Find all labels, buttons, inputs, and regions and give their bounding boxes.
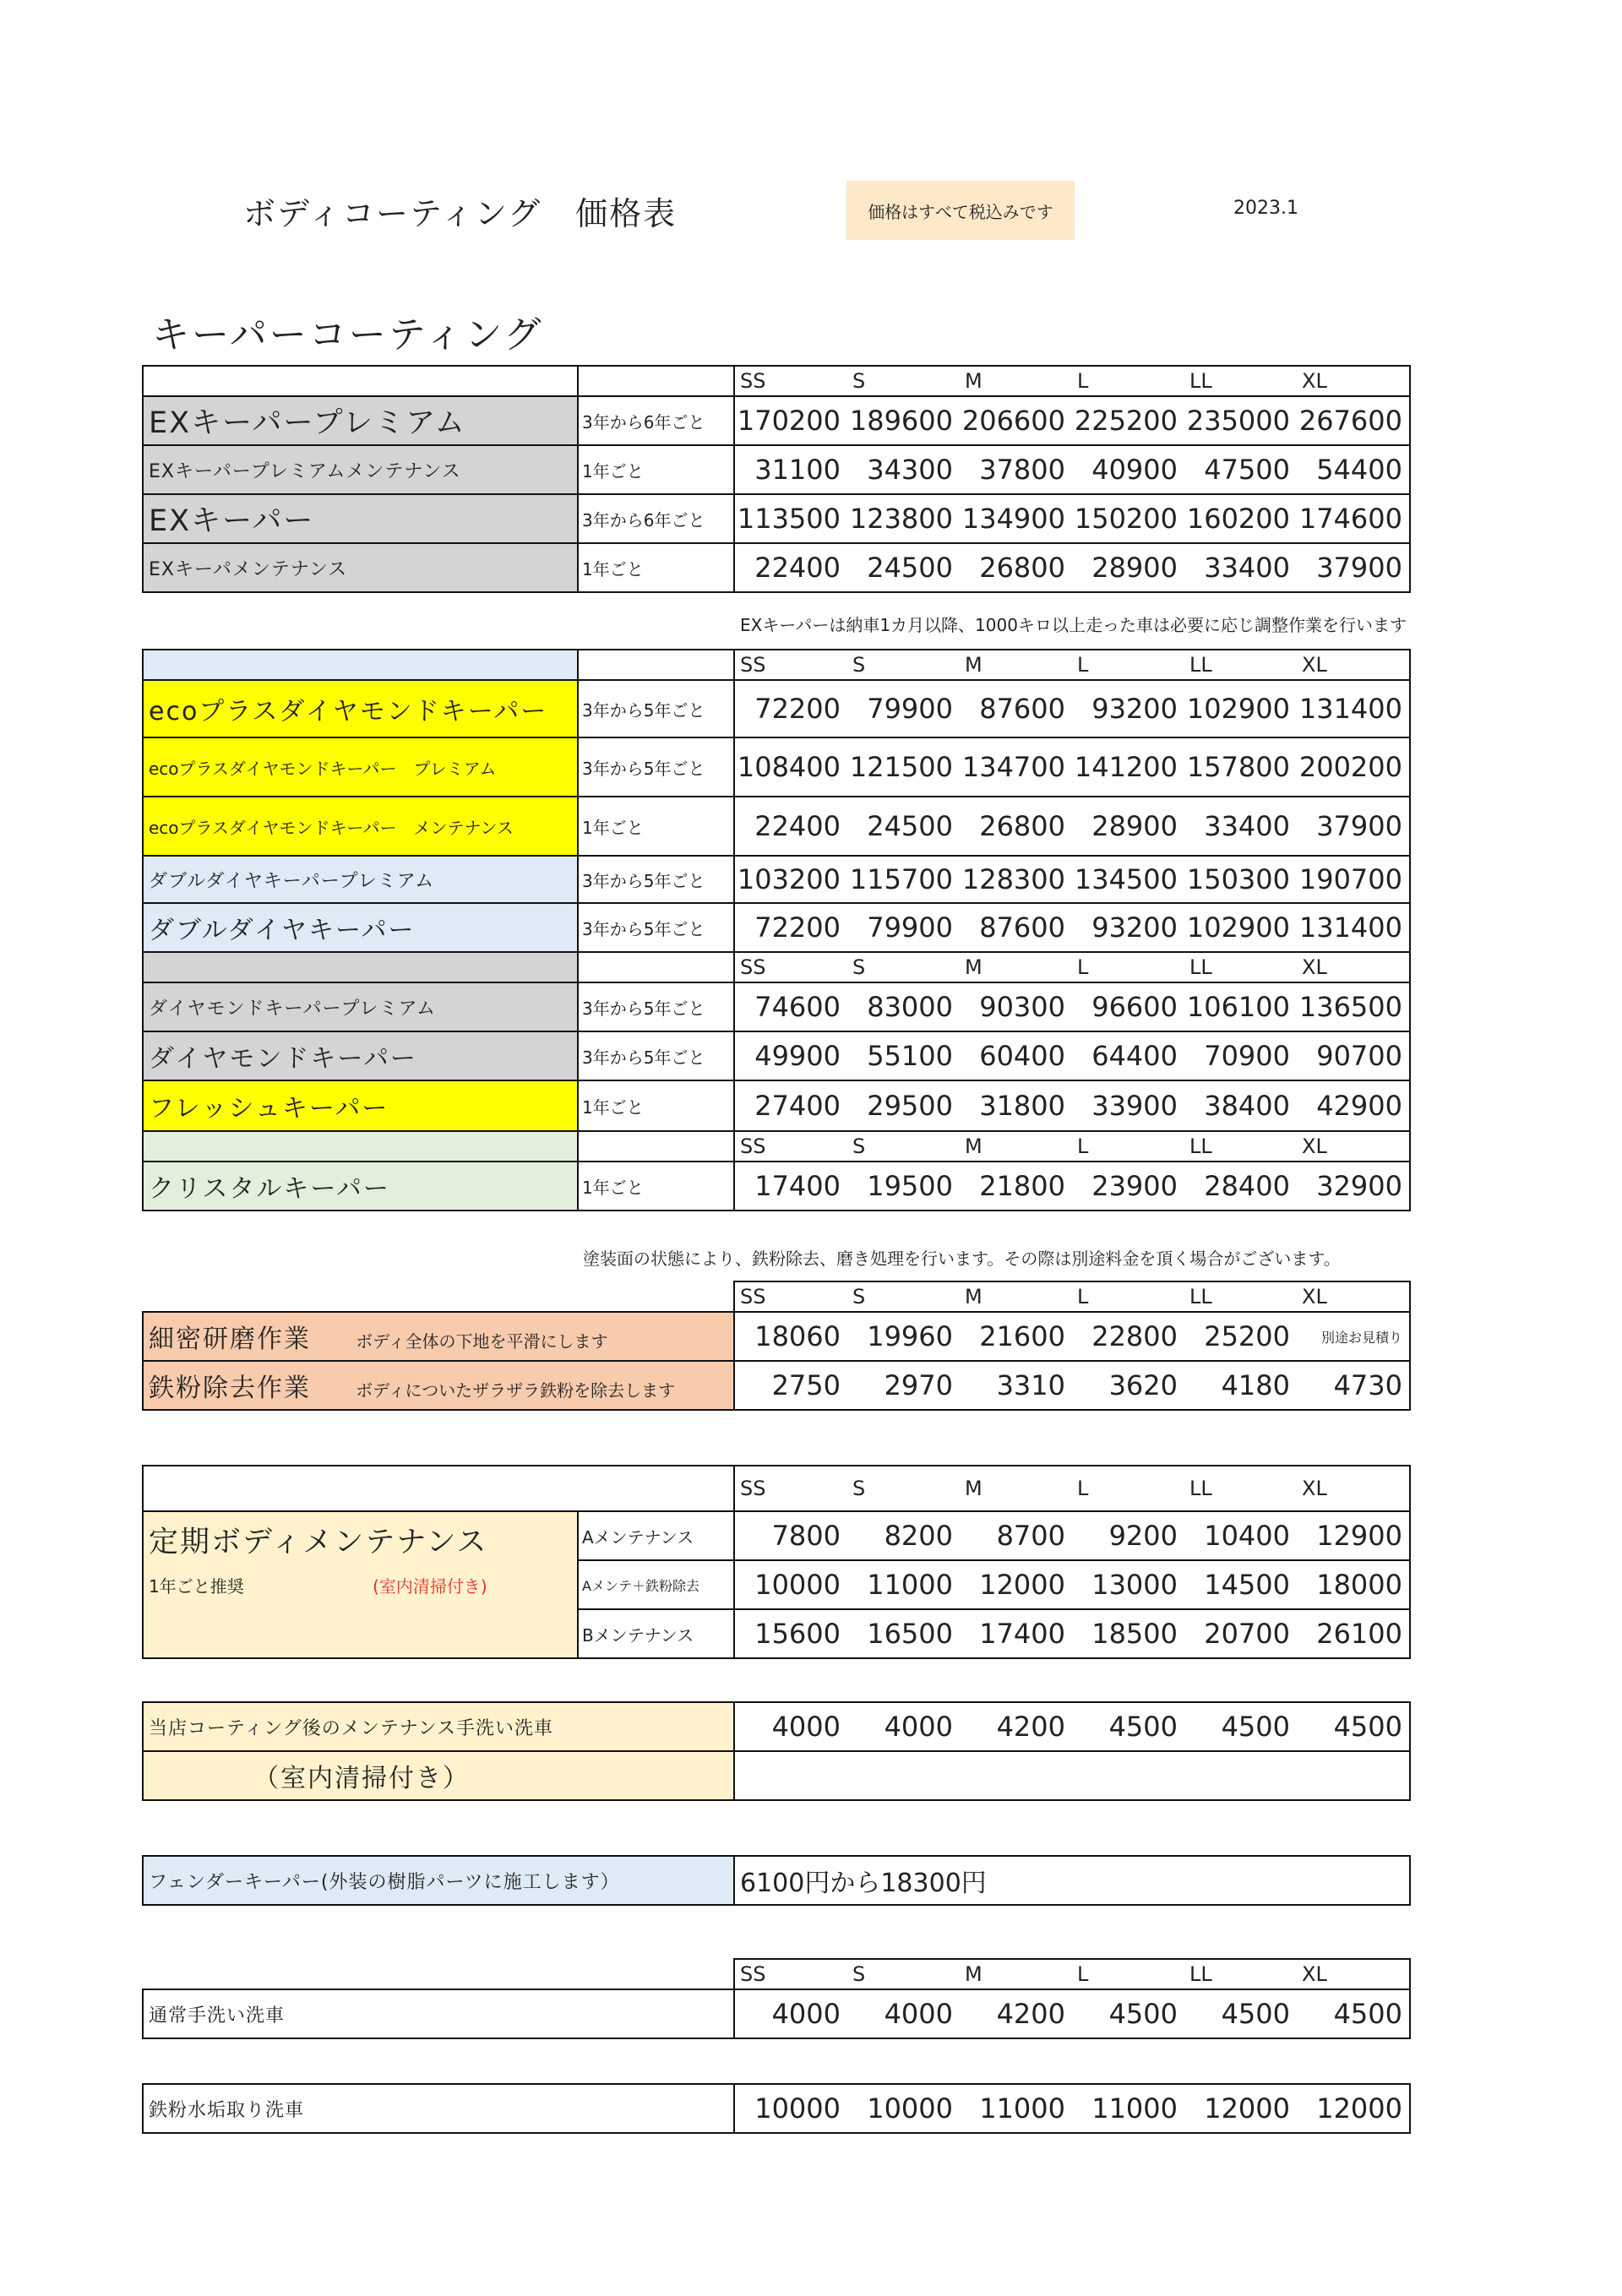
row-values bbox=[734, 797, 1410, 856]
value-xl: 131400 bbox=[1298, 911, 1402, 944]
value-m: 87600 bbox=[979, 911, 1065, 944]
value-ll: 4500 bbox=[1221, 1998, 1290, 2030]
size-label-xl: XL bbox=[1302, 955, 1327, 979]
value-m: 11000 bbox=[979, 2092, 1065, 2125]
ex-keeper-note: EXキーパーは納車1カ月以降、1000キロ以上走った車は必要に応じ調整作業を行います bbox=[740, 615, 1407, 635]
value-l: 93200 bbox=[1091, 911, 1178, 944]
value-l: 13000 bbox=[1091, 1569, 1178, 1601]
row-desc: ボディについたザラザラ鉄粉を除去します bbox=[356, 1380, 676, 1401]
value-m: 3310 bbox=[996, 1369, 1065, 1401]
table-row bbox=[143, 1751, 1410, 1800]
row-label: ecoプラスダイヤモンドキーパー bbox=[143, 680, 578, 737]
table-row bbox=[143, 1361, 1410, 1410]
row-label: ecoプラスダイヤモンドキーパー プレミアム bbox=[143, 737, 578, 797]
value-s: 189600 bbox=[849, 405, 953, 437]
row-values bbox=[734, 737, 1410, 797]
size-header bbox=[734, 1131, 1410, 1162]
value-xl: 12900 bbox=[1316, 1520, 1402, 1552]
value-l: 18500 bbox=[1091, 1618, 1178, 1650]
row-label: 鉄粉除去作業 bbox=[149, 1374, 311, 1403]
value-s: 16500 bbox=[867, 1618, 953, 1650]
value-s: 24500 bbox=[867, 552, 953, 584]
header-blank bbox=[578, 952, 734, 982]
value-ss: 10000 bbox=[754, 2092, 841, 2125]
header-blank bbox=[143, 1959, 734, 1989]
value-xl: 42900 bbox=[1316, 1090, 1402, 1122]
size-label-s: S bbox=[852, 1134, 866, 1158]
value-l: 33900 bbox=[1091, 1090, 1178, 1122]
size-label-xl: XL bbox=[1302, 1134, 1327, 1158]
value-s: 55100 bbox=[867, 1040, 953, 1072]
size-label-ll: LL bbox=[1189, 653, 1212, 677]
size-header bbox=[734, 650, 1410, 680]
row-label: EXキーパープレミアムメンテナンス bbox=[143, 445, 578, 494]
value-xl-extra: 別途お見積り bbox=[1320, 1329, 1402, 1346]
size-label-s: S bbox=[852, 653, 866, 677]
table-row bbox=[143, 737, 1410, 797]
value-s: 4000 bbox=[884, 1998, 953, 2030]
value-ss: 170200 bbox=[737, 405, 841, 437]
row-label: 当店コーティング後のメンテナンス手洗い洗車 bbox=[143, 1702, 734, 1751]
header-blank bbox=[578, 366, 734, 396]
header-blank bbox=[143, 650, 578, 680]
row-period: 1年ごと bbox=[578, 1080, 734, 1131]
row-period: 3年から5年ごと bbox=[578, 737, 734, 797]
value-s: 19960 bbox=[867, 1320, 953, 1352]
value-m: 90300 bbox=[979, 991, 1065, 1023]
row-label: ダブルダイヤキーパー bbox=[143, 903, 578, 952]
value-m: 134900 bbox=[961, 503, 1065, 535]
value-ll: 102900 bbox=[1186, 693, 1290, 725]
value-m: 17400 bbox=[979, 1618, 1065, 1650]
size-header bbox=[734, 366, 1410, 396]
table-row bbox=[143, 494, 1410, 543]
value-s: 10000 bbox=[867, 2092, 953, 2125]
value-xl: 32900 bbox=[1316, 1170, 1402, 1202]
value-xl: 12000 bbox=[1316, 2092, 1402, 2125]
size-label-ss: SS bbox=[740, 955, 766, 979]
value-ss: 10000 bbox=[754, 1569, 841, 1601]
value-s: 4000 bbox=[884, 1711, 953, 1743]
date-label: 2023.1 bbox=[1233, 198, 1298, 219]
table-ex-keeper bbox=[142, 365, 1411, 593]
size-header bbox=[734, 1959, 1410, 1989]
row-values bbox=[734, 1031, 1410, 1080]
header-blank bbox=[143, 952, 578, 982]
value-ss: 22400 bbox=[754, 552, 841, 584]
value-ll: 102900 bbox=[1186, 911, 1290, 944]
table-row bbox=[143, 856, 1410, 903]
value-ll: 106100 bbox=[1186, 991, 1290, 1023]
table-fender-keeper bbox=[142, 1855, 1411, 1906]
value-ll: 12000 bbox=[1204, 2092, 1290, 2125]
header-blank bbox=[143, 366, 578, 396]
value-m: 21600 bbox=[979, 1320, 1065, 1352]
value-ss: 108400 bbox=[737, 751, 841, 783]
table-row bbox=[143, 1080, 1410, 1131]
size-label-l: L bbox=[1077, 955, 1089, 979]
value-l: 3620 bbox=[1108, 1369, 1178, 1401]
value-m: 206600 bbox=[961, 405, 1065, 437]
value-s: 83000 bbox=[867, 991, 953, 1023]
row-period: 3年から5年ごと bbox=[578, 856, 734, 903]
size-label-m: M bbox=[965, 369, 982, 393]
value-s: 123800 bbox=[849, 503, 953, 535]
size-label-ss: SS bbox=[740, 1477, 766, 1500]
table-row bbox=[143, 680, 1410, 737]
row-values bbox=[734, 543, 1410, 592]
value-ss: 4000 bbox=[771, 1998, 841, 2030]
table-row bbox=[143, 2084, 1410, 2133]
row-label: EXキーパー bbox=[143, 494, 578, 543]
value-xl: 136500 bbox=[1298, 991, 1402, 1023]
row-values bbox=[734, 1609, 1410, 1658]
value-xl: 190700 bbox=[1298, 863, 1402, 895]
value-m: 4200 bbox=[996, 1711, 1065, 1743]
maintenance-sub1: 1年ごと推奨 bbox=[149, 1576, 244, 1597]
row-label-cell bbox=[143, 1312, 734, 1361]
row-label: EXキーパメンテナンス bbox=[143, 543, 578, 592]
value-ss: 22400 bbox=[754, 810, 841, 842]
value-ll: 47500 bbox=[1204, 454, 1290, 486]
row-empty bbox=[734, 1751, 1410, 1800]
row-period: 3年から6年ごと bbox=[578, 494, 734, 543]
value-m: 26800 bbox=[979, 552, 1065, 584]
row-values bbox=[734, 2084, 1410, 2133]
row-values bbox=[734, 494, 1410, 543]
value-ll: 157800 bbox=[1186, 751, 1290, 783]
row-label: 通常手洗い洗車 bbox=[143, 1989, 734, 2038]
value-xl: 200200 bbox=[1298, 751, 1402, 783]
size-header bbox=[734, 1281, 1410, 1312]
value-s: 121500 bbox=[849, 751, 953, 783]
table-polish-work bbox=[142, 1281, 1411, 1411]
row-value: 6100円から18300円 bbox=[734, 1856, 1410, 1905]
row-period: 1年ごと bbox=[578, 543, 734, 592]
row-period: 3年から5年ごと bbox=[578, 680, 734, 737]
size-label-l: L bbox=[1077, 653, 1089, 677]
value-ll: 28400 bbox=[1204, 1170, 1290, 1202]
size-label-xl: XL bbox=[1302, 369, 1327, 393]
row-label: 定期ボディメンテナンス bbox=[149, 1526, 488, 1559]
value-m: 21800 bbox=[979, 1170, 1065, 1202]
size-label-xl: XL bbox=[1302, 1285, 1327, 1309]
table-row bbox=[143, 543, 1410, 592]
row-values bbox=[734, 903, 1410, 952]
table-row bbox=[143, 396, 1410, 445]
table-row bbox=[143, 982, 1410, 1031]
value-ss: 15600 bbox=[754, 1618, 841, 1650]
size-label-ll: LL bbox=[1189, 1285, 1212, 1309]
header-blank bbox=[578, 1466, 734, 1511]
header-blank bbox=[143, 1281, 734, 1312]
size-header-row bbox=[143, 1131, 1410, 1162]
size-label-m: M bbox=[965, 1285, 982, 1309]
value-m: 60400 bbox=[979, 1040, 1065, 1072]
row-values bbox=[734, 1361, 1410, 1410]
value-l: 9200 bbox=[1108, 1520, 1178, 1552]
value-ll: 235000 bbox=[1186, 405, 1290, 437]
size-header-row bbox=[143, 1466, 1410, 1511]
row-values bbox=[734, 856, 1410, 903]
value-l: 4500 bbox=[1108, 1711, 1178, 1743]
value-ll: 25200 bbox=[1204, 1320, 1290, 1352]
row-period: 3年から5年ごと bbox=[578, 903, 734, 952]
row-label: ダイヤモンドキーパー bbox=[143, 1031, 578, 1080]
value-s: 79900 bbox=[867, 693, 953, 725]
row-values bbox=[734, 1702, 1410, 1751]
row-period: Aメンテ＋鉄粉除去 bbox=[578, 1560, 734, 1609]
size-label-ss: SS bbox=[740, 653, 766, 677]
value-ss: 72200 bbox=[754, 693, 841, 725]
header-blank bbox=[578, 1131, 734, 1162]
header-blank bbox=[143, 1131, 578, 1162]
value-xl: 18000 bbox=[1316, 1569, 1402, 1601]
row-values bbox=[734, 445, 1410, 494]
size-label-l: L bbox=[1077, 1285, 1089, 1309]
value-l: 40900 bbox=[1091, 454, 1178, 486]
tax-note: 価格はすべて税込みです bbox=[846, 181, 1075, 240]
value-xl: 54400 bbox=[1316, 454, 1402, 486]
size-label-l: L bbox=[1077, 369, 1089, 393]
table-row bbox=[143, 1856, 1410, 1905]
value-l: 11000 bbox=[1091, 2092, 1178, 2125]
size-label-ll: LL bbox=[1189, 1962, 1212, 1986]
size-label-ss: SS bbox=[740, 1134, 766, 1158]
value-ss: 18060 bbox=[754, 1320, 841, 1352]
row-label: フェンダーキーパー(外装の樹脂パーツに施工します） bbox=[143, 1856, 734, 1905]
row-label: フレッシュキーパー bbox=[143, 1080, 578, 1131]
value-ll: 33400 bbox=[1204, 552, 1290, 584]
table-row bbox=[143, 1702, 1410, 1751]
value-ll: 10400 bbox=[1204, 1520, 1290, 1552]
value-l: 134500 bbox=[1074, 863, 1178, 895]
table-post-coating-wash bbox=[142, 1701, 1411, 1801]
value-l: 23900 bbox=[1091, 1170, 1178, 1202]
value-ll: 160200 bbox=[1186, 503, 1290, 535]
value-l: 28900 bbox=[1091, 552, 1178, 584]
value-l: 4500 bbox=[1108, 1998, 1178, 2030]
value-l: 28900 bbox=[1091, 810, 1178, 842]
value-ss: 27400 bbox=[754, 1090, 841, 1122]
value-ss: 2750 bbox=[771, 1369, 841, 1401]
value-ll: 20700 bbox=[1204, 1618, 1290, 1650]
value-xl: 37900 bbox=[1316, 552, 1402, 584]
table-row bbox=[143, 1162, 1410, 1211]
value-ll: 150300 bbox=[1186, 863, 1290, 895]
value-ss: 49900 bbox=[754, 1040, 841, 1072]
size-label-l: L bbox=[1077, 1477, 1089, 1500]
row-period: Bメンテナンス bbox=[578, 1609, 734, 1658]
size-label-m: M bbox=[965, 653, 982, 677]
size-header-row bbox=[143, 366, 1410, 396]
size-label-ll: LL bbox=[1189, 955, 1212, 979]
row-period: 3年から5年ごと bbox=[578, 982, 734, 1031]
size-label-xl: XL bbox=[1302, 1962, 1327, 1986]
size-label-m: M bbox=[965, 1477, 982, 1500]
value-ll: 70900 bbox=[1204, 1040, 1290, 1072]
value-m: 8700 bbox=[996, 1520, 1065, 1552]
size-header-row bbox=[143, 952, 1410, 982]
row-values bbox=[734, 1511, 1410, 1560]
row-values bbox=[734, 1312, 1410, 1361]
size-header-row bbox=[143, 1959, 1410, 1989]
value-m: 12000 bbox=[979, 1569, 1065, 1601]
value-ss: 17400 bbox=[754, 1170, 841, 1202]
value-ll: 4180 bbox=[1221, 1369, 1290, 1401]
size-label-s: S bbox=[852, 1477, 866, 1500]
row-label: クリスタルキーパー bbox=[143, 1162, 578, 1211]
value-ll: 14500 bbox=[1204, 1569, 1290, 1601]
value-s: 19500 bbox=[867, 1170, 953, 1202]
table-row bbox=[143, 903, 1410, 952]
size-label-l: L bbox=[1077, 1134, 1089, 1158]
size-header-row bbox=[143, 1281, 1410, 1312]
row-values bbox=[734, 1560, 1410, 1609]
maintenance-sub2: (室内清掃付き) bbox=[373, 1576, 487, 1597]
table-periodic-maintenance bbox=[142, 1465, 1411, 1659]
size-label-ll: LL bbox=[1189, 369, 1212, 393]
size-label-l: L bbox=[1077, 1962, 1089, 1986]
value-m: 128300 bbox=[961, 863, 1065, 895]
size-label-ss: SS bbox=[740, 369, 766, 393]
value-xl: 26100 bbox=[1316, 1618, 1402, 1650]
value-ss: 72200 bbox=[754, 911, 841, 944]
value-s: 11000 bbox=[867, 1569, 953, 1601]
value-ss: 103200 bbox=[737, 863, 841, 895]
value-l: 141200 bbox=[1074, 751, 1178, 783]
polish-note: 塗装面の状態により、鉄粉除去、磨き処理を行います。その際は別途料金を頂く場合がございます。 bbox=[583, 1249, 1341, 1269]
value-m: 134700 bbox=[961, 751, 1065, 783]
value-ll: 4500 bbox=[1221, 1711, 1290, 1743]
row-values bbox=[734, 1080, 1410, 1131]
value-xl: 90700 bbox=[1316, 1040, 1402, 1072]
row-label: EXキーパープレミアム bbox=[143, 396, 578, 445]
row-label: ecoプラスダイヤモンドキーパー メンテナンス bbox=[143, 797, 578, 856]
section-title: キーパーコーティング bbox=[152, 313, 544, 356]
value-ss: 4000 bbox=[771, 1711, 841, 1743]
row-values bbox=[734, 680, 1410, 737]
row-label: 細密研磨作業 bbox=[149, 1325, 311, 1354]
value-l: 64400 bbox=[1091, 1040, 1178, 1072]
maintenance-label-cell bbox=[143, 1511, 578, 1658]
row-values bbox=[734, 982, 1410, 1031]
value-l: 225200 bbox=[1074, 405, 1178, 437]
size-label-ll: LL bbox=[1189, 1477, 1212, 1500]
table-hand-wash bbox=[142, 1958, 1411, 2039]
row-period: Aメンテナンス bbox=[578, 1511, 734, 1560]
size-header bbox=[734, 1466, 1410, 1511]
row-desc: ボディ全体の下地を平滑にします bbox=[356, 1331, 608, 1352]
value-l: 93200 bbox=[1091, 693, 1178, 725]
value-m: 26800 bbox=[979, 810, 1065, 842]
row-period: 3年から6年ごと bbox=[578, 396, 734, 445]
size-label-m: M bbox=[965, 1962, 982, 1986]
header-blank bbox=[143, 1466, 578, 1511]
row-period: 1年ごと bbox=[578, 445, 734, 494]
value-xl: 4500 bbox=[1333, 1711, 1402, 1743]
size-label-ss: SS bbox=[740, 1285, 766, 1309]
value-s: 115700 bbox=[849, 863, 953, 895]
size-label-m: M bbox=[965, 955, 982, 979]
row-label: ダブルダイヤキーパープレミアム bbox=[143, 856, 578, 903]
value-xl: 267600 bbox=[1298, 405, 1402, 437]
row-values bbox=[734, 1989, 1410, 2038]
size-label-s: S bbox=[852, 369, 866, 393]
value-ll: 38400 bbox=[1204, 1090, 1290, 1122]
table-row bbox=[143, 797, 1410, 856]
value-m: 87600 bbox=[979, 693, 1065, 725]
value-s: 8200 bbox=[884, 1520, 953, 1552]
value-s: 24500 bbox=[867, 810, 953, 842]
size-label-ll: LL bbox=[1189, 1134, 1212, 1158]
value-ss: 7800 bbox=[771, 1520, 841, 1552]
row-label: ダイヤモンドキーパープレミアム bbox=[143, 982, 578, 1031]
page-title: ボディコーティング 価格表 bbox=[243, 195, 678, 232]
size-header-row bbox=[143, 650, 1410, 680]
value-xl: 131400 bbox=[1298, 693, 1402, 725]
row-period: 1年ごと bbox=[578, 1162, 734, 1211]
table-row bbox=[143, 1511, 1410, 1560]
value-m: 31800 bbox=[979, 1090, 1065, 1122]
size-header bbox=[734, 952, 1410, 982]
size-label-ss: SS bbox=[740, 1962, 766, 1986]
value-l: 96600 bbox=[1091, 991, 1178, 1023]
value-ss: 31100 bbox=[754, 454, 841, 486]
size-label-m: M bbox=[965, 1134, 982, 1158]
table-iron-wash bbox=[142, 2083, 1411, 2134]
header-blank bbox=[578, 650, 734, 680]
value-s: 2970 bbox=[884, 1369, 953, 1401]
value-xl: 4730 bbox=[1333, 1369, 1402, 1401]
row-period: 1年ごと bbox=[578, 797, 734, 856]
row-period: 3年から5年ごと bbox=[578, 1031, 734, 1080]
value-xl: 4500 bbox=[1333, 1998, 1402, 2030]
table-row bbox=[143, 1989, 1410, 2038]
size-label-xl: XL bbox=[1302, 653, 1327, 677]
value-s: 29500 bbox=[867, 1090, 953, 1122]
table-row bbox=[143, 1312, 1410, 1361]
row-sub-label: （室内清掃付き） bbox=[143, 1751, 734, 1800]
row-values bbox=[734, 1162, 1410, 1211]
table-row bbox=[143, 445, 1410, 494]
value-l: 22800 bbox=[1091, 1320, 1178, 1352]
size-label-s: S bbox=[852, 1285, 866, 1309]
value-m: 4200 bbox=[996, 1998, 1065, 2030]
value-ll: 33400 bbox=[1204, 810, 1290, 842]
value-s: 79900 bbox=[867, 911, 953, 944]
size-label-s: S bbox=[852, 1962, 866, 1986]
row-values bbox=[734, 396, 1410, 445]
value-m: 37800 bbox=[979, 454, 1065, 486]
size-label-xl: XL bbox=[1302, 1477, 1327, 1500]
size-label-s: S bbox=[852, 955, 866, 979]
table-row bbox=[143, 1031, 1410, 1080]
value-xl: 37900 bbox=[1316, 810, 1402, 842]
row-label-cell bbox=[143, 1361, 734, 1410]
value-ss: 74600 bbox=[754, 991, 841, 1023]
value-ss: 113500 bbox=[737, 503, 841, 535]
table-diamond-keeper bbox=[142, 649, 1411, 1211]
value-s: 34300 bbox=[867, 454, 953, 486]
row-label: 鉄粉水垢取り洗車 bbox=[143, 2084, 734, 2133]
value-xl: 174600 bbox=[1298, 503, 1402, 535]
value-l: 150200 bbox=[1074, 503, 1178, 535]
